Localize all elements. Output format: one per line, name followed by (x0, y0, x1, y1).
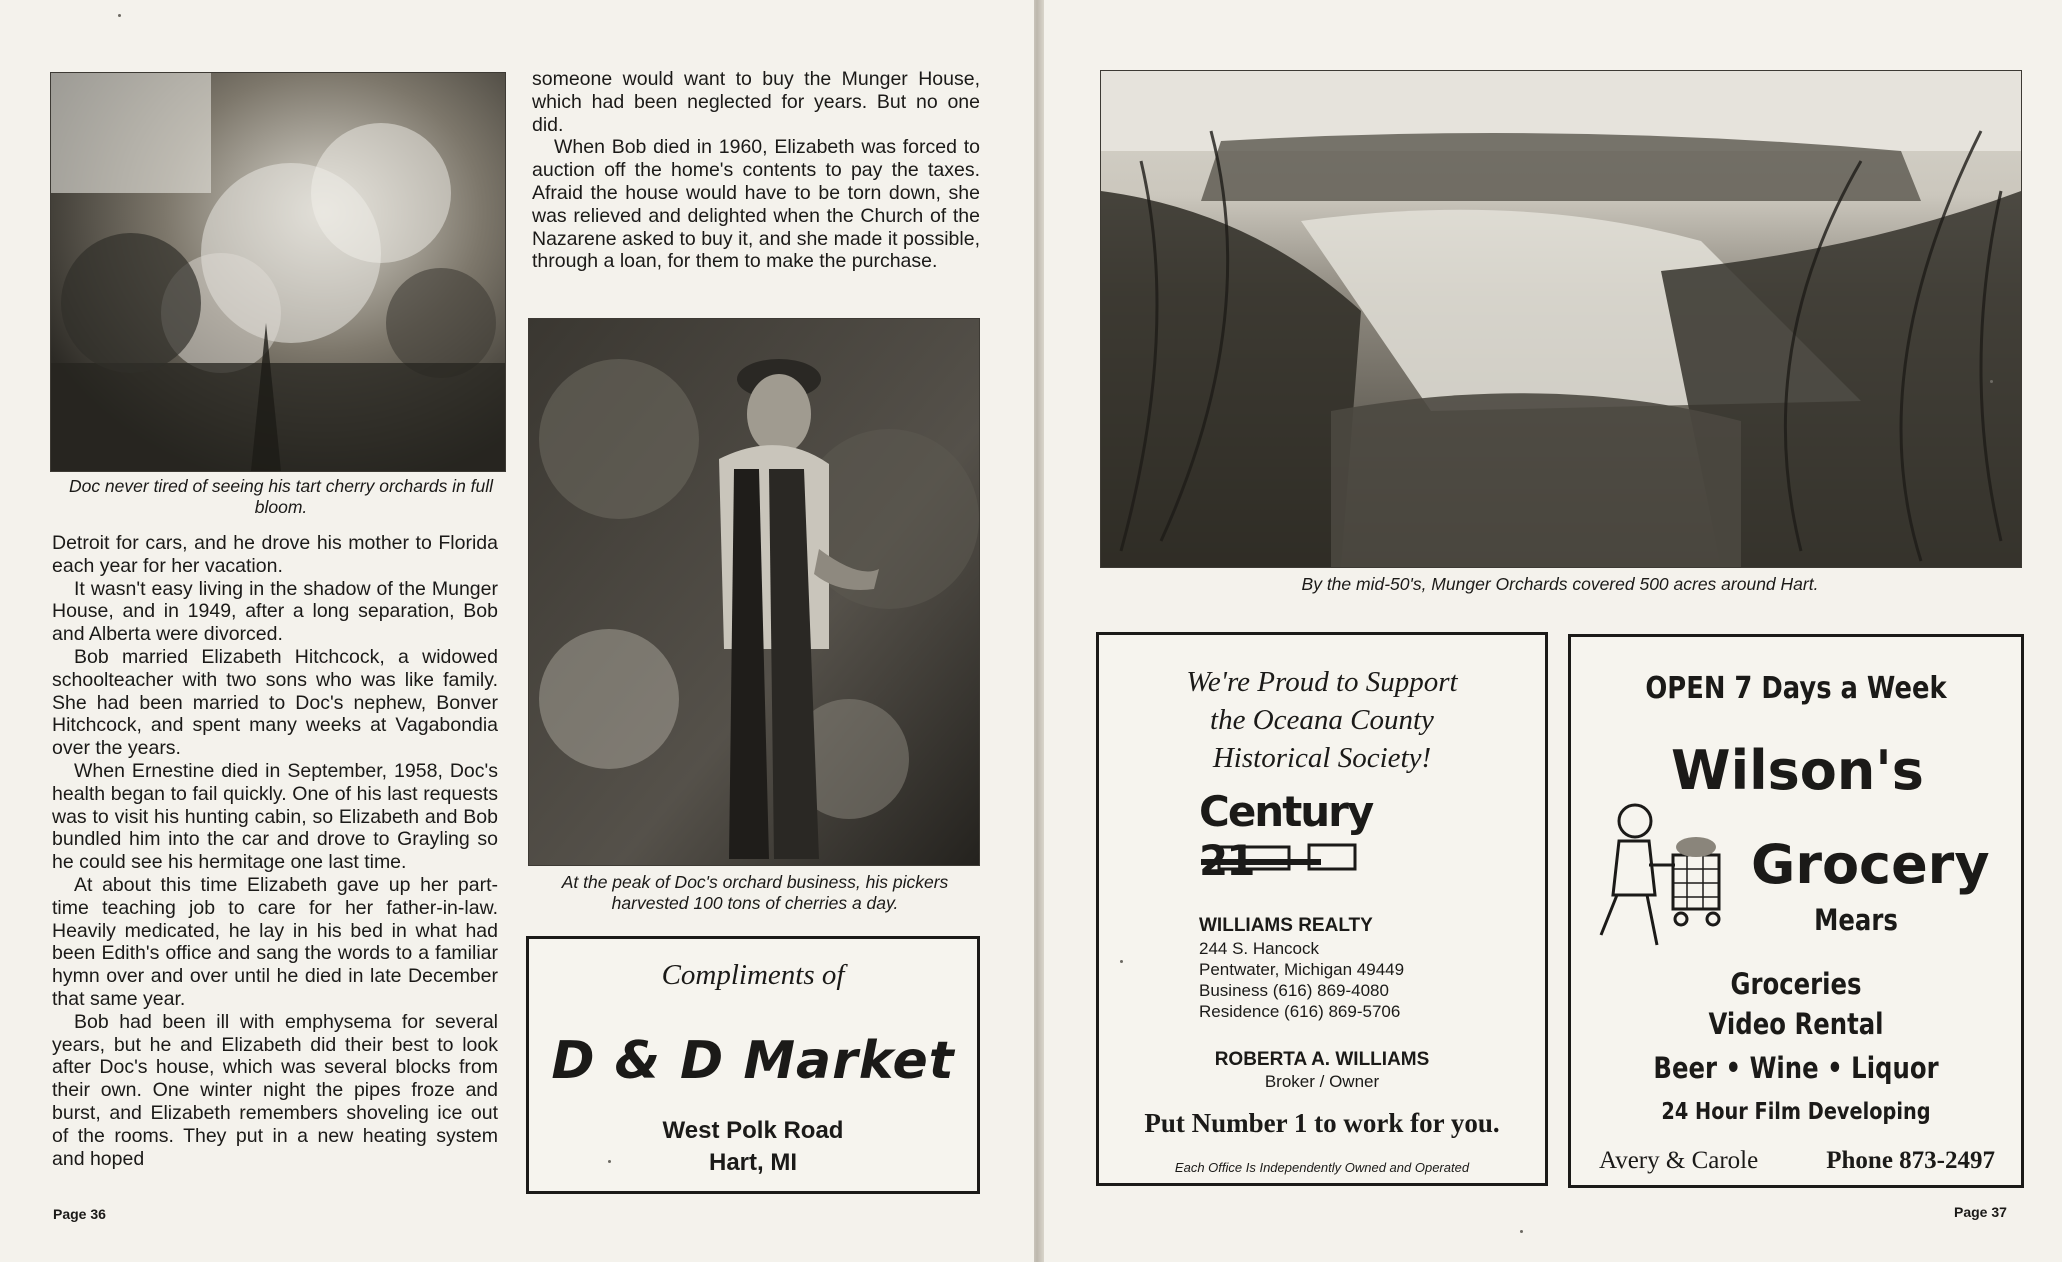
realty-disclaimer: Each Office Is Independently Owned and Operated (1174, 1160, 1470, 1175)
support-line-3: Historical Society! (1212, 742, 1432, 774)
paragraph: When Ernestine died in September, 1958, Doc's health began to fail quickly. One of his last requests was to visit his hunting cabin, so Elizabeth and Bob bundled him into the car and drove to Grayling so he could see his hermitage one last time. (52, 759, 498, 874)
service-groceries: Groceries (1730, 967, 1862, 1001)
print-speck (1120, 960, 1123, 963)
cherry-blossom-photo (50, 72, 506, 472)
store-owners: Avery & Carole (1599, 1147, 1759, 1174)
cherry-picker-caption: At the peak of Doc's orchard business, his pickers harvested 100 tons of cherries a day. (561, 872, 949, 913)
dd-compliments: Compliments of (661, 959, 845, 991)
support-line-1: We're Proud to Support (1186, 666, 1458, 698)
dd-address-city: Hart, MI (708, 1149, 797, 1176)
cherry-blossom-caption: Doc never tired of seeing his tart cherry orchards in full bloom. (68, 476, 494, 517)
shopper-cart-icon (1597, 795, 1727, 955)
support-line-2: the Oceana County (1210, 704, 1434, 736)
dd-address-street: West Polk Road (662, 1117, 844, 1144)
agent-name: ROBERTA A. WILLIAMS (1214, 1049, 1430, 1070)
paragraph: someone would want to buy the Munger House, which had been neglected for years. But no one did. (532, 68, 980, 136)
store-name-line1: Wilson's (1671, 739, 1924, 802)
service-video-rental: Video Rental (1708, 1007, 1884, 1041)
right-page (1044, 0, 2062, 1262)
agent-title: Broker / Owner (1264, 1072, 1380, 1091)
print-speck (118, 14, 121, 17)
print-speck (608, 1160, 611, 1163)
store-hours: OPEN 7 Days a Week (1645, 671, 1947, 706)
store-town: Mears (1814, 903, 1898, 937)
century21-logo-text: Century 21 (1199, 787, 1373, 885)
service-film-developing: 24 Hour Film Developing (1661, 1099, 1931, 1125)
paragraph: Bob had been ill with emphysema for several years, but he and Elizabeth did their best to look after Doc's house, which was several blocks from their own. One winter night the pipes froze and burst, and Elizabeth remembers shoveling ice out of the rooms. They put in a new heating system and hoped (52, 1010, 498, 1170)
wilsons-grocery-ad (1568, 634, 2024, 1188)
realty-company: WILLIAMS REALTY (1199, 915, 1373, 936)
article-column-2 (532, 68, 980, 273)
paragraph: Detroit for cars, and he drove his mother to Florida each year for her vacation. (52, 532, 498, 577)
paragraph: Bob married Elizabeth Hitchcock, a widowed schoolteacher with two sons who was like family. She had been married to Doc's nephew, Bonver Hitchcock, and spent many weeks at Vagabondia over the years. (52, 645, 498, 760)
century21-ad (1096, 632, 1548, 1186)
century21-logo (1199, 787, 1429, 887)
realty-slogan: Put Number 1 to work for you. (1144, 1108, 1500, 1138)
paragraph: At about this time Elizabeth gave up her part-time teaching job to care for her father-in-law. Heavily medicated, he lay in his bed in what had been Edith's office and sang the words to a familiar hymn over and over until he died in late December that same year. (52, 873, 498, 1010)
article-column-1 (52, 532, 498, 1170)
print-speck (1990, 380, 1993, 383)
page-number-left: Page 36 (53, 1206, 106, 1222)
dd-market-name: D & D Market (551, 1031, 955, 1091)
business-phone: Business (616) 869-4080 (1199, 981, 1389, 1000)
store-name-line2: Grocery (1751, 833, 1990, 896)
residence-phone: Residence (616) 869-5706 (1199, 1002, 1401, 1021)
dd-market-ad (526, 936, 980, 1194)
store-phone: Phone 873-2497 (1826, 1147, 1995, 1174)
orchard-caption: By the mid-50's, Munger Orchards covered 500 acres around Hart. (1301, 574, 1819, 594)
paragraph: It wasn't easy living in the shadow of the Munger House, and in 1949, after a long separation, Bob and Alberta were divorced. (52, 577, 498, 646)
paragraph: When Bob died in 1960, Elizabeth was forced to auction off the home's contents to pay the taxes. Afraid the house would have to be torn down, she was relieved and delighted when the Church of the Nazarene asked to buy it, and she made it possible, through a loan, for them to make the purchase. (532, 136, 980, 273)
cherry-picker-photo (528, 318, 980, 866)
realty-city: Pentwater, Michigan 49449 (1199, 960, 1405, 979)
page-number-right: Page 37 (1954, 1204, 2007, 1220)
service-beer-wine-liquor: Beer • Wine • Liquor (1653, 1051, 1939, 1085)
realty-street: 244 S. Hancock (1199, 939, 1320, 958)
print-speck (1520, 1230, 1523, 1233)
orchard-landscape-photo (1100, 70, 2022, 568)
